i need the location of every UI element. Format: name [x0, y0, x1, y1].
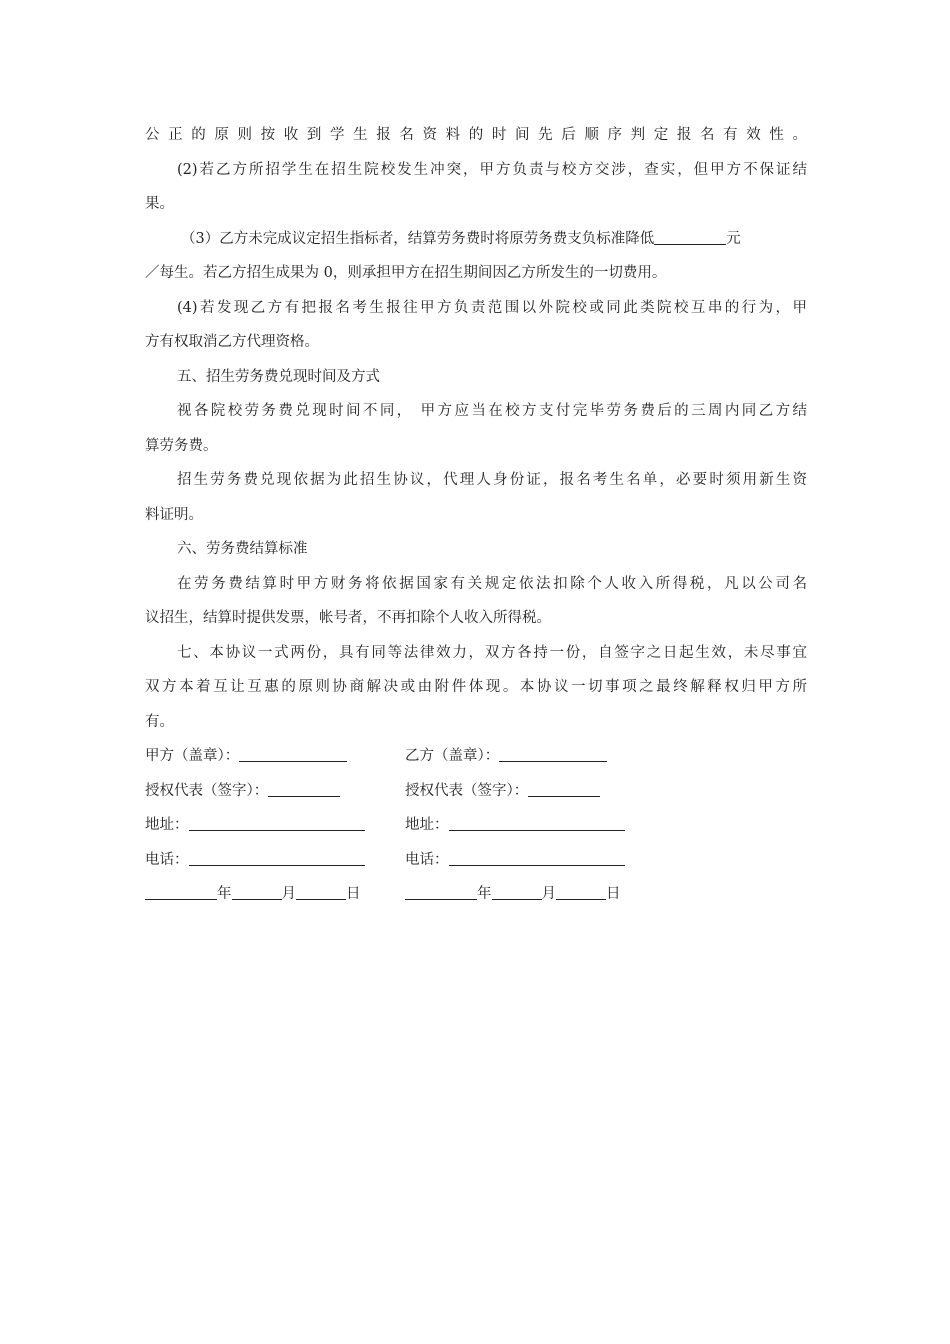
clause-4-line-2: 方有权取消乙方代理资格。 [145, 334, 319, 350]
party-b-date [405, 877, 621, 912]
party-b-address [405, 808, 625, 843]
year-label: 年 [217, 886, 232, 902]
year-label: 年 [477, 886, 492, 902]
section-5b-line-1: 招生劳务费兑现依据为此招生协议，代理人身份证，报名考生名单，必要时须用新生资 [177, 472, 807, 488]
section-heading-6: 六、劳务费结算标准 [177, 541, 308, 557]
section-heading-5: 五、招生劳务费兑现时间及方式 [177, 368, 380, 385]
party-a-seal-label: 甲方（盖章）： [145, 748, 240, 764]
party-b-address-blank [449, 816, 625, 832]
party-b-seal-label: 乙方（盖章）： [405, 748, 500, 764]
party-b-seal-blank [499, 747, 607, 763]
party-a-address-label: 地址： [145, 817, 189, 833]
party-a-rep-label: 授权代表（签字）： [145, 782, 269, 799]
clause-2-line-1: (2)若乙方所招学生在招生院校发生冲突，甲方负责与校方交涉，查实，但甲方不保证结 [177, 161, 807, 178]
year-blank [405, 885, 477, 901]
section-5-line-2: 算劳务费。 [145, 437, 218, 454]
section-6-line-2: 议招生，结算时提供发票，帐号者，不再扣除个人收入所得税。 [145, 610, 551, 626]
day-blank [296, 885, 346, 901]
signature-row-seal [145, 739, 807, 774]
month-label: 月 [281, 886, 296, 902]
section-7-line-2: 双方本着互让互惠的原则协商解决或由附件体现。本协议一切事项之最终解释权归甲方所 [145, 679, 807, 695]
party-a-rep [145, 774, 340, 809]
party-b-phone-blank [449, 850, 625, 866]
document-page [145, 118, 807, 912]
clause-3-unit: 元 [726, 230, 741, 247]
month-label: 月 [541, 886, 556, 902]
month-blank [232, 885, 282, 901]
party-b-seal [405, 739, 607, 774]
year-blank [145, 885, 217, 901]
month-blank [492, 885, 542, 901]
clause-3-line-2: ／每生。若乙方招生成果为 0，则承担甲方在招生期间因乙方所发生的一切费用。 [145, 265, 667, 281]
party-b-rep-blank [528, 781, 600, 797]
section-7-line-1: 七、本协议一式两份，具有同等法律效力，双方各持一份，自签字之日起生效，未尽事宜 [177, 644, 807, 661]
section-5-line-1: 视各院校劳务费兑现时间不同， 甲方应当在校方支付完毕劳务费后的三周内同乙方结 [177, 403, 807, 419]
day-label: 日 [346, 886, 361, 902]
party-a-address [145, 808, 365, 843]
party-b-address-label: 地址： [405, 817, 449, 833]
party-b-rep [405, 774, 600, 809]
day-blank [556, 885, 606, 901]
blank-field-amount [654, 229, 726, 245]
section-6-line-1: 在劳务费结算时甲方财务将依据国家有关规定依法扣除个人收入所得税，凡以公司名 [177, 575, 807, 592]
signature-row-rep [145, 774, 807, 809]
signature-row-address [145, 808, 807, 843]
clause-3-line-1 [145, 222, 807, 257]
section-7-line-3: 有。 [145, 713, 174, 730]
party-a-phone-blank [189, 850, 365, 866]
clause-3-text: （3）乙方未完成议定招生指标者，结算劳务费时将原劳务费支负标准降低 [181, 230, 655, 247]
section-5b-line-2: 料证明。 [145, 506, 203, 523]
party-a-address-blank [189, 816, 365, 832]
party-b-phone-label: 电话： [405, 851, 449, 868]
party-b-phone [405, 843, 625, 878]
signature-row-phone [145, 843, 807, 878]
party-a-date [145, 877, 361, 912]
party-a-rep-blank [268, 781, 340, 797]
party-a-seal-blank [239, 747, 347, 763]
party-a-phone-label: 电话： [145, 851, 189, 868]
party-a-seal [145, 739, 347, 774]
day-label: 日 [606, 886, 621, 902]
party-b-rep-label: 授权代表（签字）： [405, 782, 529, 799]
clause-4-line-1: (4)若发现乙方有把报名考生报往甲方负责范围以外院校或同此类院校互串的行为，甲 [177, 299, 807, 316]
party-a-phone [145, 843, 365, 878]
clause-2-line-2: 果。 [145, 196, 174, 212]
paragraph-line: 公正的原则按收到学生报名资料的时间先后顺序判定报名有效性。 [145, 127, 807, 143]
signature-row-date [145, 877, 807, 912]
